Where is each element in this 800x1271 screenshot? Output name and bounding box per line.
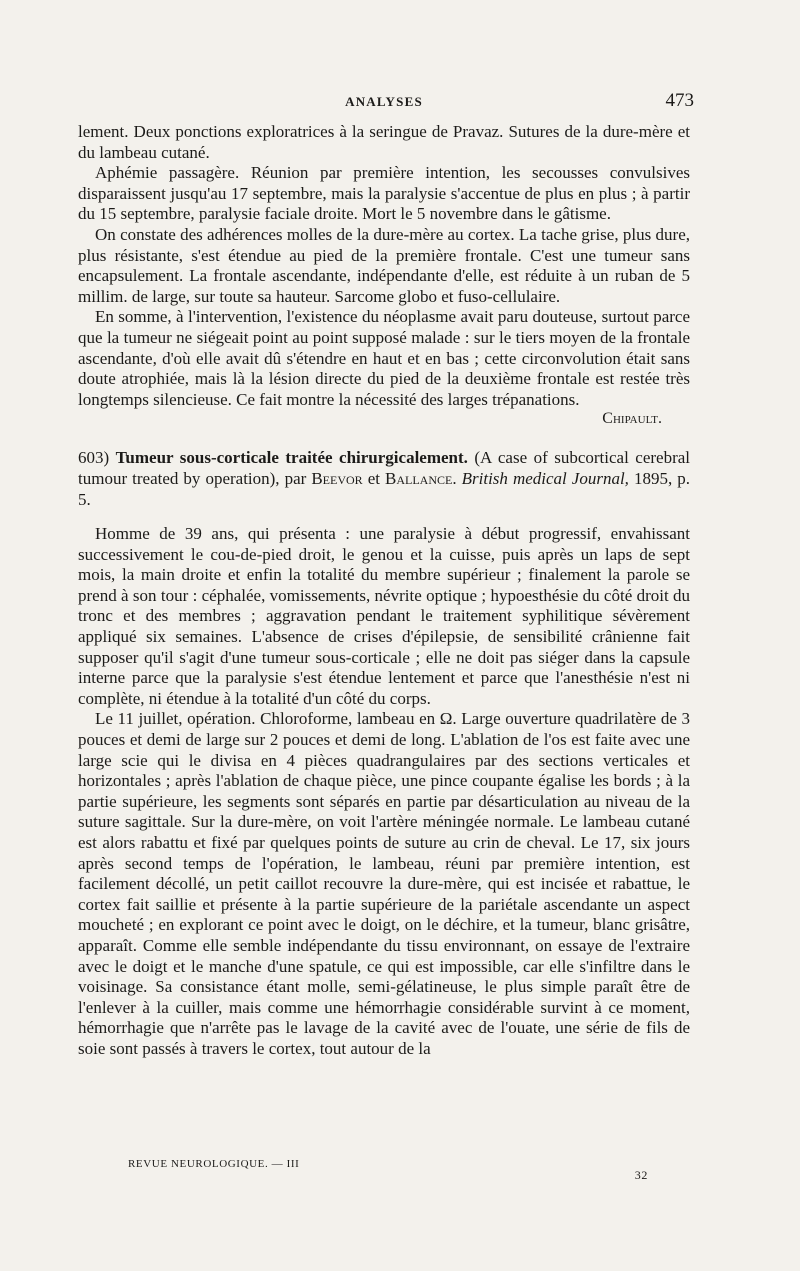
signature-line bbox=[78, 410, 690, 428]
paragraph: lement. Deux ponctions exploratrices à la seringue de Pravaz. Sutures de la dure-mère et du lambeau cutané. bbox=[78, 122, 690, 162]
page-body bbox=[78, 122, 690, 1060]
entry-reference: (A case of subcortical cerebral tumour treated by operation), par bbox=[78, 448, 691, 488]
entry-number: 603) bbox=[78, 448, 110, 468]
author-signature: Chipault. bbox=[602, 410, 662, 428]
entry-heading bbox=[78, 448, 690, 510]
page-number: 473 bbox=[665, 90, 694, 111]
author-name: Beevor bbox=[311, 468, 363, 488]
paragraph: En somme, à l'intervention, l'existence du néoplasme avait paru douteuse, surtout parce que la tumeur ne siégeait point au point supposé malade : sur le tiers moyen de la frontale ascendante, d'où elle avait dû s'étendre en haut et en bas ; cette circonvolution était sans doute atrophiée, mais là la lésion directe du pied de la deuxième frontale est restée très longtemps silencieuse. Ce fait montre la nécessité des larges trépanations. bbox=[78, 307, 690, 409]
journal-name: British medical Journal, bbox=[461, 468, 629, 488]
section-title: ANALYSES bbox=[345, 94, 423, 109]
paragraph: Homme de 39 ans, qui présenta : une paralysie à début progressif, envahissant successivement le cou-de-pied droit, le genou et la cuisse, puis après un laps de sept mois, la main droite et enfin la totalité du membre supérieur ; finalement la parole se prend à son tour : céphalée, vomissements, névrite optique ; hypoesthésie du côté droit du tronc et des membres ; aggravation pendant le traitement syphilitique sévèrement appliqué six semaines. L'absence de crises d'épilepsie, de sensibilité crânienne fait supposer qu'il s'agit d'une tumeur sous-corticale ; elle ne doit pas siéger dans la capsule interne parce que la paralysie s'est étendue lentement et parce que l'anesthésie n'est ni complète, ni étendue à la totalité d'un côté du corps. bbox=[78, 524, 690, 708]
entry-title: Tumeur sous-corticale traitée chirurgicalement. bbox=[115, 448, 468, 468]
author-name: Ballance. bbox=[385, 468, 457, 488]
signature-mark: 32 bbox=[634, 1168, 648, 1182]
paragraph: On constate des adhérences molles de la dure-mère au cortex. La tache grise, plus dure, plus résistante, s'est étendue au pied de la première frontale. C'est une tumeur sans encapsulement. La frontale ascendante, indépendante d'elle, est réduite à un ruban de 5 millim. de large, sur toute sa hauteur. Sarcome globo et fuso-cellulaire. bbox=[78, 224, 690, 306]
paragraph: Le 11 juillet, opération. Chloroforme, lambeau en Ω. Large ouverture quadrilatère de 3 pouces et demi de large sur 2 pouces et demi de long. L'ablation de l'os est faite avec une large scie qui le divisa en 4 pièces quadrangulaires par des sections verticales et horizontales ; après l'ablation de chaque pièce, une pince coupante égalise les bords ; à la partie supérieure, les segments sont séparés en partie par désarticulation au niveau de la suture sagittale. Sur la dure-mère, on voit l'artère méningée normale. Le lambeau cutané est alors rabattu et fixé par quelques points de suture au crin de cheval. Le 17, six jours après second temps de l'opération, le lambeau, réuni par première intention, est facilement décollé, un petit caillot recouvre la dure-mère, qui est incisée et rabattue, le cortex fait saillie et présente à la partie supérieure de la pariétale ascendante un aspect moucheté ; en explorant ce point avec le doigt, on le déchire, et la tumeur, blanc grisâtre, apparaît. Comme elle semble indépendante du tissu environnant, on essaye de l'extraire avec le doigt et le manche d'une spatule, ce qui est impossible, car elle s'infiltre dans le voisinage. Sa consistance étant molle, semi-gélatineuse, le plus simple paraît être de l'enlever à la cuiller, mais comme une hémorrhagie considérable survint à ce moment, hémorrhagie que n'arrête pas le lavage de la cavité avec de l'ouate, une série de fils de soie sont passés à travers le cortex, tout autour de la bbox=[78, 709, 690, 1058]
year-page: 1895, p. 5. bbox=[78, 468, 690, 509]
paragraph: Aphémie passagère. Réunion par première intention, les secousses convulsives disparaissent jusqu'au 17 septembre, mais la paralysie s'accentue de plus en plus ; à partir du 15 septembre, paralysie faciale droite. Mort le 5 novembre dans le gâtisme. bbox=[78, 163, 690, 224]
running-head bbox=[78, 90, 694, 116]
journal-footer: REVUE NEUROLOGIQUE. — III bbox=[128, 1158, 300, 1170]
conjunction: et bbox=[367, 468, 380, 488]
